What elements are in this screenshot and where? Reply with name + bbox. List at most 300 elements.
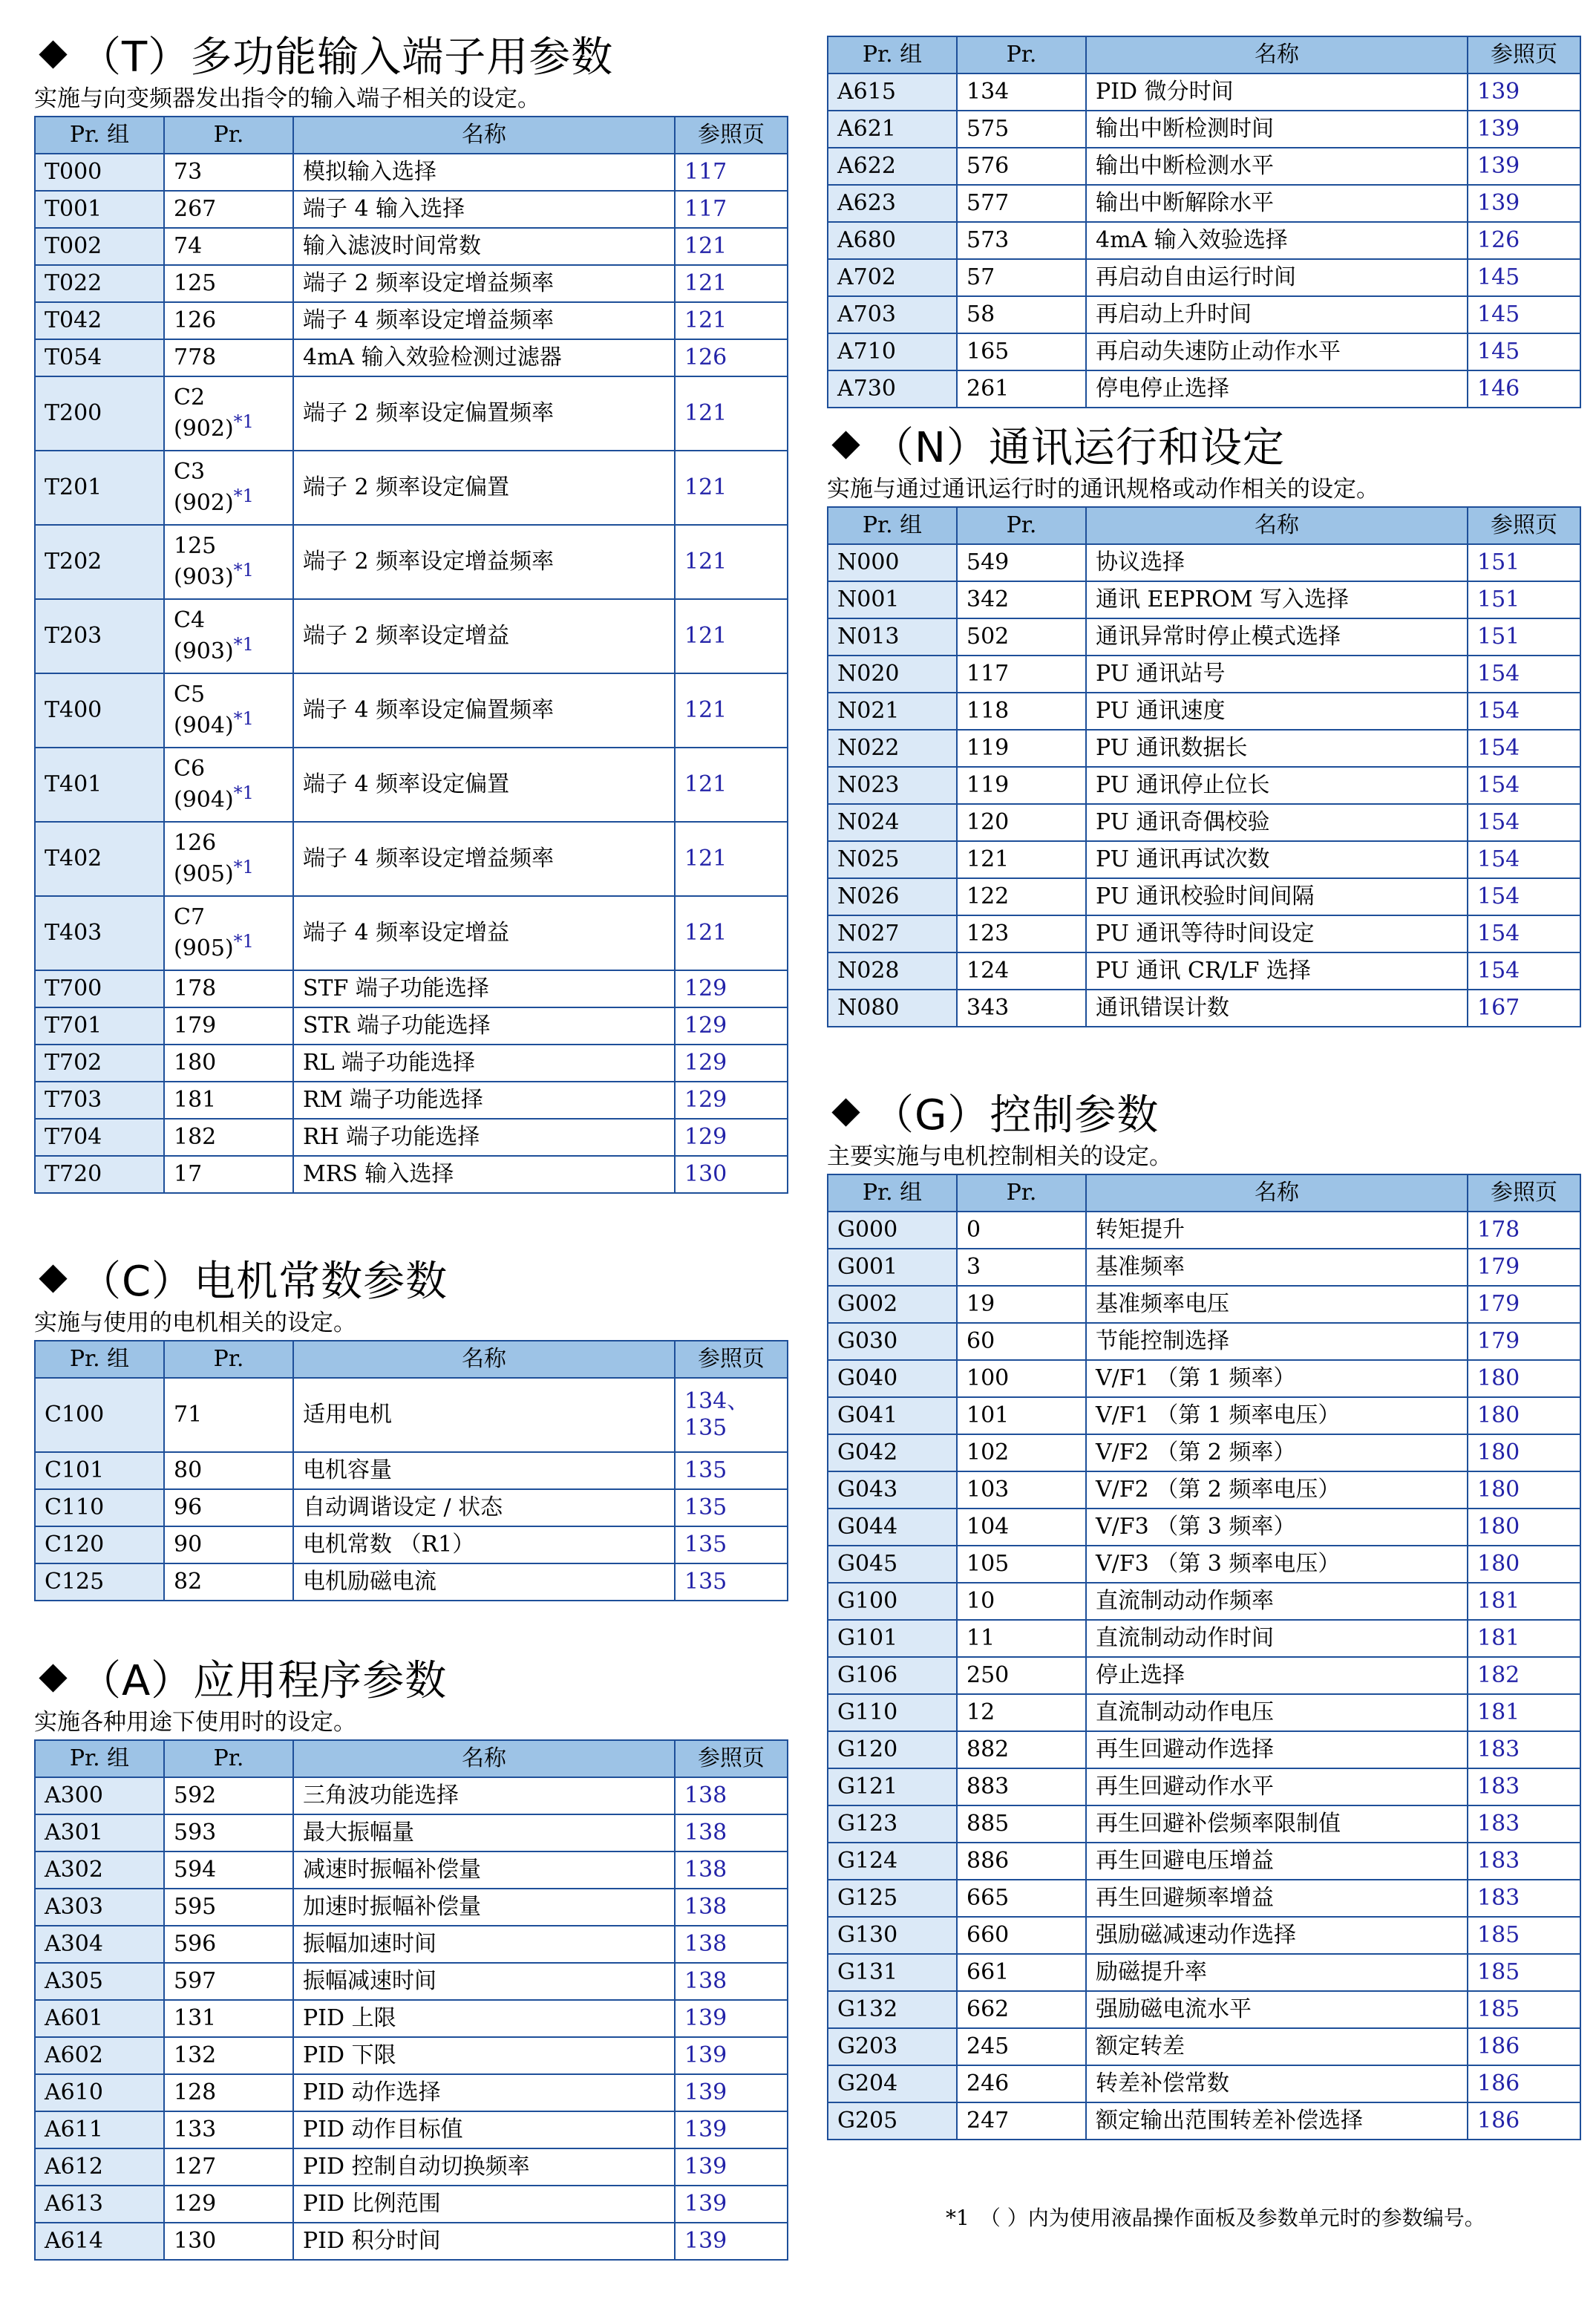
name-cell: MRS 输入选择: [293, 1156, 675, 1193]
page-ref: 139: [684, 2117, 727, 2143]
pr-group-cell: C120: [35, 1526, 164, 1563]
col-header-group: Pr. 组: [35, 1740, 164, 1777]
page-cell: [675, 1526, 788, 1563]
page-ref: 151: [1477, 549, 1520, 575]
col-header-pr: Pr.: [957, 507, 1086, 544]
pr-cell: [164, 1814, 293, 1851]
pr-number: C3: [174, 459, 206, 485]
param-table-n: [827, 506, 1581, 1027]
page-cell: [675, 1378, 788, 1452]
page-cell: [675, 2223, 788, 2260]
pr-number: 19: [967, 1291, 995, 1317]
pr-cell: [957, 370, 1086, 408]
pr-number: 247: [967, 2108, 1010, 2134]
pr-number: 71: [174, 1402, 203, 1428]
col-header-page: 参照页: [675, 1341, 788, 1378]
section-title-text: （G）控制参数: [872, 1091, 1160, 1140]
pr-number: 593: [174, 1820, 217, 1846]
page-ref: 121: [684, 771, 727, 797]
pr-number: 245: [967, 2033, 1010, 2059]
pr-number: 105: [967, 1551, 1010, 1577]
table-row: [35, 896, 788, 970]
pr-number: C6: [174, 756, 206, 782]
pr-alt-number: (905): [174, 861, 234, 887]
pr-cell: [957, 1768, 1086, 1805]
name-cell: 端子 4 频率设定偏置频率: [293, 673, 675, 748]
name-cell: PID 上限: [293, 2000, 675, 2037]
name-cell: 端子 4 频率设定偏置: [293, 748, 675, 822]
name-cell: RH 端子功能选择: [293, 1119, 675, 1156]
pr-number: 131: [174, 2005, 217, 2031]
page-cell: [1468, 767, 1580, 804]
page-cell: [675, 1119, 788, 1156]
param-table-t: [34, 116, 788, 1194]
pr-group-cell: T401: [35, 748, 164, 822]
pr-number: 127: [174, 2154, 217, 2180]
pr-cell: [164, 451, 293, 525]
pr-group-cell: N022: [828, 730, 957, 767]
table-row: [35, 154, 788, 191]
page-cell: [675, 822, 788, 896]
page-ref: 138: [684, 1894, 727, 1920]
name-cell: 励磁提升率: [1086, 1954, 1468, 1991]
pr-cell: [164, 2074, 293, 2111]
pr-number: 80: [174, 1457, 203, 1483]
pr-group-cell: A303: [35, 1889, 164, 1926]
name-cell: PU 通讯停止位长: [1086, 767, 1468, 804]
name-cell: 最大振幅量: [293, 1814, 675, 1851]
name-cell: 输出中断检测时间: [1086, 111, 1468, 148]
pr-group-cell: T202: [35, 525, 164, 599]
pr-cell: [164, 1007, 293, 1045]
name-cell: PID 动作目标值: [293, 2111, 675, 2148]
pr-cell: [164, 228, 293, 265]
pr-cell: [164, 1045, 293, 1082]
table-row: [828, 804, 1580, 841]
page-cell: [1468, 878, 1580, 915]
pr-number: 11: [967, 1625, 995, 1651]
pr-cell: [957, 222, 1086, 259]
pr-cell: [957, 296, 1086, 333]
page-cell: [1468, 990, 1580, 1027]
page-cell: [675, 1814, 788, 1851]
pr-number: 57: [967, 264, 995, 290]
table-row: [35, 451, 788, 525]
page-cell: [675, 1045, 788, 1082]
pr-number: 502: [967, 624, 1010, 650]
pr-alt-number: (903): [174, 638, 234, 664]
page-ref: 139: [1477, 190, 1520, 216]
table-row: [828, 1805, 1580, 1843]
pr-cell: [957, 1583, 1086, 1620]
pr-number: 778: [174, 344, 217, 370]
page-cell: [675, 2000, 788, 2037]
table-row: [828, 581, 1580, 618]
pr-cell: [957, 1954, 1086, 1991]
table-row: [828, 693, 1580, 730]
page-ref: 139: [684, 2005, 727, 2031]
page-cell: [1468, 1843, 1580, 1880]
name-cell: 再生回避补偿频率限制值: [1086, 1805, 1468, 1843]
page-ref: 179: [1477, 1291, 1520, 1317]
pr-cell: [957, 1360, 1086, 1397]
table-row: [828, 1323, 1580, 1360]
pr-group-cell: A623: [828, 185, 957, 222]
pr-group-cell: T701: [35, 1007, 164, 1045]
page-ref: 154: [1477, 661, 1520, 687]
page-ref: 183: [1477, 1811, 1520, 1837]
page-cell: [1468, 222, 1580, 259]
table-row: [828, 2028, 1580, 2065]
page-cell: [1468, 2102, 1580, 2140]
pr-cell: [957, 259, 1086, 296]
diamond-bullet-icon: [831, 1098, 860, 1126]
table-row: [35, 2074, 788, 2111]
col-header-page: 参照页: [675, 117, 788, 154]
pr-group-cell: T201: [35, 451, 164, 525]
pr-cell: [957, 1212, 1086, 1249]
table-row: [35, 525, 788, 599]
name-cell: V/F3 （第 3 频率电压）: [1086, 1546, 1468, 1583]
page-cell: [1468, 841, 1580, 878]
page-cell: [1468, 693, 1580, 730]
pr-group-cell: G040: [828, 1360, 957, 1397]
pr-cell: [957, 185, 1086, 222]
pr-group-cell: C110: [35, 1489, 164, 1526]
pr-group-cell: T720: [35, 1156, 164, 1193]
pr-cell: [164, 154, 293, 191]
page-cell: [1468, 656, 1580, 693]
page-ref: 178: [1477, 1217, 1520, 1243]
pr-cell: [957, 1286, 1086, 1323]
name-cell: 端子 2 频率设定偏置: [293, 451, 675, 525]
name-cell: 额定输出范围转差补偿选择: [1086, 2102, 1468, 2140]
pr-cell: [164, 1489, 293, 1526]
page-ref: 186: [1477, 2070, 1520, 2096]
page-cell: [675, 970, 788, 1007]
pr-cell: [957, 1434, 1086, 1471]
pr-group-cell: T000: [35, 154, 164, 191]
name-cell: V/F1 （第 1 频率电压）: [1086, 1397, 1468, 1434]
footnote-marker: *1: [233, 782, 254, 803]
name-cell: 输出中断解除水平: [1086, 185, 1468, 222]
diamond-bullet-icon: [39, 1664, 67, 1692]
footnote-marker: *1: [233, 411, 254, 432]
footnote-marker: *1: [233, 857, 254, 877]
page-ref: 180: [1477, 1402, 1520, 1428]
page-cell: [675, 2074, 788, 2111]
pr-cell: [957, 656, 1086, 693]
pr-cell: [164, 673, 293, 748]
pr-cell: [164, 191, 293, 228]
pr-cell: [164, 1851, 293, 1889]
name-cell: 电机励磁电流: [293, 1563, 675, 1601]
pr-number: 100: [967, 1365, 1010, 1391]
page-ref: 121: [684, 846, 727, 872]
section-description: 实施与通过通讯运行时的通讯规格或动作相关的设定。: [827, 476, 1379, 503]
page-cell: [675, 1563, 788, 1601]
page-cell: [675, 1963, 788, 2000]
table-row: [828, 1212, 1580, 1249]
page-ref: 130: [684, 1161, 727, 1187]
table-header: [828, 507, 1580, 544]
pr-number: 126: [174, 307, 217, 333]
page-cell: [1468, 370, 1580, 408]
name-cell: PU 通讯校验时间间隔: [1086, 878, 1468, 915]
pr-cell: [164, 1082, 293, 1119]
page-cell: [1468, 1360, 1580, 1397]
pr-group-cell: G204: [828, 2065, 957, 2102]
pr-number: 261: [967, 376, 1010, 402]
pr-cell: [164, 1119, 293, 1156]
page-ref: 180: [1477, 1365, 1520, 1391]
pr-group-cell: A622: [828, 148, 957, 185]
pr-cell: [957, 1843, 1086, 1880]
pr-group-cell: N020: [828, 656, 957, 693]
pr-group-cell: G121: [828, 1768, 957, 1805]
table-row: [828, 1249, 1580, 1286]
table-row: [828, 333, 1580, 370]
table-header: [828, 1174, 1580, 1212]
name-cell: 端子 2 频率设定增益频率: [293, 265, 675, 302]
page-cell: [1468, 1397, 1580, 1434]
pr-group-cell: G030: [828, 1323, 957, 1360]
col-header-name: 名称: [293, 117, 675, 154]
page-cell: [675, 2186, 788, 2223]
section-a: [34, 1650, 787, 2261]
pr-number: 133: [174, 2117, 217, 2143]
pr-group-cell: G101: [828, 1620, 957, 1657]
page-cell: [1468, 1694, 1580, 1731]
col-header-group: Pr. 组: [828, 507, 957, 544]
name-cell: PU 通讯速度: [1086, 693, 1468, 730]
pr-cell: [164, 302, 293, 339]
page-cell: [1468, 2028, 1580, 2065]
pr-number: 104: [967, 1514, 1010, 1540]
pr-number: C5: [174, 682, 206, 707]
name-cell: 振幅加速时间: [293, 1926, 675, 1963]
pr-cell: [957, 1694, 1086, 1731]
name-cell: PU 通讯站号: [1086, 656, 1468, 693]
name-cell: 电机容量: [293, 1452, 675, 1489]
name-cell: 再启动失速防止动作水平: [1086, 333, 1468, 370]
param-table-g: [827, 1174, 1581, 2140]
name-cell: V/F2 （第 2 频率）: [1086, 1434, 1468, 1471]
pr-group-cell: A613: [35, 2186, 164, 2223]
page-cell: [1468, 2065, 1580, 2102]
pr-cell: [957, 1546, 1086, 1583]
table-row: [35, 191, 788, 228]
name-cell: 再启动自由运行时间: [1086, 259, 1468, 296]
pr-cell: [164, 376, 293, 451]
page-ref: 121: [684, 400, 727, 426]
pr-number: 134: [967, 79, 1010, 105]
page-cell: [1468, 259, 1580, 296]
pr-group-cell: T700: [35, 970, 164, 1007]
table-row: [35, 970, 788, 1007]
pr-group-cell: A610: [35, 2074, 164, 2111]
pr-group-cell: N000: [828, 544, 957, 581]
page-ref: 179: [1477, 1254, 1520, 1280]
pr-number: 883: [967, 1774, 1010, 1800]
pr-cell: [957, 2102, 1086, 2140]
table-row: [828, 878, 1580, 915]
page-ref: 139: [1477, 153, 1520, 179]
table-row: [828, 73, 1580, 111]
pr-cell: [164, 339, 293, 376]
pr-number: 17: [174, 1161, 203, 1187]
table-row: [35, 2223, 788, 2260]
pr-number: 90: [174, 1532, 203, 1558]
col-header-page: 参照页: [1468, 36, 1580, 73]
table-row: [828, 1657, 1580, 1694]
table-row: [828, 296, 1580, 333]
page-ref: 180: [1477, 1439, 1520, 1465]
pr-number: 595: [174, 1894, 217, 1920]
pr-group-cell: G120: [828, 1731, 957, 1768]
name-cell: V/F3 （第 3 频率）: [1086, 1509, 1468, 1546]
page-cell: [1468, 1657, 1580, 1694]
table-row: [35, 1452, 788, 1489]
pr-number: 58: [967, 301, 995, 327]
name-cell: PU 通讯数据长: [1086, 730, 1468, 767]
page-ref: 185: [1477, 1996, 1520, 2022]
table-row: [828, 148, 1580, 185]
name-cell: 振幅减速时间: [293, 1963, 675, 2000]
pr-number: 180: [174, 1050, 217, 1076]
name-cell: 转矩提升: [1086, 1212, 1468, 1249]
page-cell: [675, 896, 788, 970]
pr-number: 597: [174, 1968, 217, 1994]
pr-cell: [957, 111, 1086, 148]
page-cell: [675, 191, 788, 228]
pr-number: 182: [174, 1124, 217, 1150]
page-ref: 154: [1477, 846, 1520, 872]
page-cell: [675, 339, 788, 376]
pr-group-cell: N025: [828, 841, 957, 878]
pr-group-cell: T704: [35, 1119, 164, 1156]
pr-number: 10: [967, 1588, 995, 1614]
pr-group-cell: G123: [828, 1805, 957, 1843]
pr-number: 125: [174, 270, 217, 296]
pr-cell: [164, 525, 293, 599]
table-row: [35, 1926, 788, 1963]
table-row: [828, 1620, 1580, 1657]
col-header-name: 名称: [293, 1740, 675, 1777]
page-ref: 139: [684, 2079, 727, 2105]
section-n: [827, 417, 1580, 1027]
page-ref: 182: [1477, 1662, 1520, 1688]
pr-number: 575: [967, 116, 1010, 142]
pr-cell: [957, 1731, 1086, 1768]
name-cell: PU 通讯再试次数: [1086, 841, 1468, 878]
pr-number: 126: [174, 830, 217, 856]
page-ref: 154: [1477, 772, 1520, 798]
diamond-bullet-icon: [39, 40, 67, 68]
page-ref: 139: [684, 2042, 727, 2068]
pr-group-cell: G001: [828, 1249, 957, 1286]
pr-group-cell: G043: [828, 1471, 957, 1509]
page-cell: [675, 525, 788, 599]
table-row: [828, 841, 1580, 878]
pr-group-cell: G130: [828, 1917, 957, 1954]
pr-cell: [164, 2223, 293, 2260]
page-ref: 135: [684, 1457, 727, 1483]
page-ref: 151: [1477, 586, 1520, 612]
footnote-marker: *1: [233, 486, 254, 506]
name-cell: 转差补偿常数: [1086, 2065, 1468, 2102]
page-cell: [1468, 804, 1580, 841]
page-cell: [675, 2111, 788, 2148]
pr-cell: [957, 1805, 1086, 1843]
page-ref: 138: [684, 1857, 727, 1883]
name-cell: 适用电机: [293, 1378, 675, 1452]
page-ref: 138: [684, 1931, 727, 1957]
page-ref: 185: [1477, 1959, 1520, 1985]
pr-number: 60: [967, 1328, 995, 1354]
pr-number: 117: [967, 661, 1010, 687]
table-row: [35, 673, 788, 748]
pr-cell: [957, 333, 1086, 370]
pr-group-cell: C101: [35, 1452, 164, 1489]
table-header: [35, 117, 788, 154]
footnote-marker: *1: [233, 634, 254, 655]
name-cell: 三角波功能选择: [293, 1777, 675, 1814]
page-cell: [1468, 1583, 1580, 1620]
table-row: [828, 618, 1580, 656]
name-cell: 端子 2 频率设定增益: [293, 599, 675, 673]
pr-cell: [957, 1657, 1086, 1694]
section-title-text: （N）通讯运行和设定: [872, 424, 1285, 472]
table-row: [828, 1843, 1580, 1880]
section-t: [34, 27, 787, 1194]
footnote: *1 （ ）内为使用液晶操作面板及参数单元时的参数编号。: [946, 2206, 1485, 2230]
name-cell: V/F1 （第 1 频率）: [1086, 1360, 1468, 1397]
pr-number: 102: [967, 1439, 1010, 1465]
name-cell: 停止选择: [1086, 1657, 1468, 1694]
pr-group-cell: A702: [828, 259, 957, 296]
table-row: [35, 376, 788, 451]
pr-alt-number: (902): [174, 490, 234, 516]
page-ref: 139: [1477, 116, 1520, 142]
footnote-marker: *1: [233, 708, 254, 729]
page-ref: 139: [684, 2228, 727, 2254]
table-header: [35, 1341, 788, 1378]
pr-number: 128: [174, 2079, 217, 2105]
pr-cell: [164, 1156, 293, 1193]
page-ref: 154: [1477, 921, 1520, 947]
name-cell: 再生回避电压增益: [1086, 1843, 1468, 1880]
page-ref: 151: [1477, 624, 1520, 650]
table-row: [35, 1851, 788, 1889]
page-cell: [675, 1007, 788, 1045]
col-header-pr: Pr.: [164, 1740, 293, 1777]
pr-number: 573: [967, 227, 1010, 253]
table-row: [828, 1434, 1580, 1471]
page-ref: 117: [684, 159, 727, 185]
pr-number: 120: [967, 809, 1010, 835]
pr-group-cell: A615: [828, 73, 957, 111]
table-row: [35, 1045, 788, 1082]
table-row: [35, 1156, 788, 1193]
pr-number: 74: [174, 233, 203, 259]
name-cell: 4mA 输入效验选择: [1086, 222, 1468, 259]
pr-number: 246: [967, 2070, 1010, 2096]
page-ref: 183: [1477, 1774, 1520, 1800]
table-row: [828, 370, 1580, 408]
page-ref: 154: [1477, 735, 1520, 761]
name-cell: RM 端子功能选择: [293, 1082, 675, 1119]
